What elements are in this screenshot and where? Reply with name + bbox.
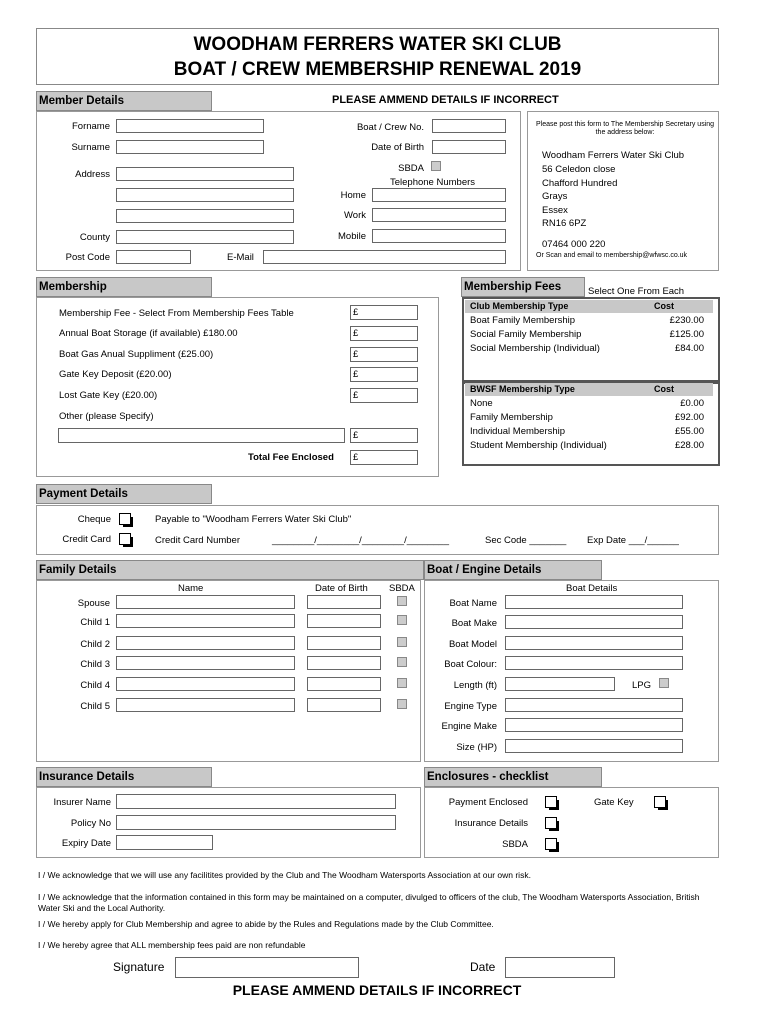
length-input[interactable] — [505, 677, 615, 691]
family-sbda-heading: SBDA — [389, 583, 415, 594]
select-one-note: Select One From Each — [588, 286, 685, 297]
spouse-sbda-checkbox[interactable] — [397, 596, 407, 606]
postcode-label: Post Code — [65, 252, 110, 263]
engine-size-input[interactable] — [505, 739, 683, 753]
boat-storage-amount[interactable]: £ — [350, 326, 418, 341]
membership-fee-label: Membership Fee - Select From Membership Fees Table — [59, 308, 294, 319]
child-4-label: Child 4 — [80, 680, 110, 691]
policy-no-input[interactable] — [116, 815, 396, 830]
amend-notice: PLEASE AMMEND DETAILS IF INCORRECT — [332, 94, 559, 106]
boat-model-input[interactable] — [505, 636, 683, 650]
boat-details-heading: Boat Details — [566, 583, 618, 594]
child-5-sbda-checkbox[interactable] — [397, 699, 407, 709]
child-3-sbda-checkbox[interactable] — [397, 657, 407, 667]
child-2-name-input[interactable] — [116, 636, 295, 650]
home-input[interactable] — [372, 188, 506, 202]
club-cost-heading: Cost — [654, 301, 674, 311]
expiry-date-input[interactable] — [116, 835, 213, 850]
engine-make-label: Engine Make — [441, 721, 497, 732]
child-1-label: Child 1 — [80, 617, 110, 628]
address-input-2[interactable] — [116, 188, 294, 202]
address-input-1[interactable] — [116, 167, 294, 181]
postal-line-6: RN16 6PZ — [542, 218, 587, 229]
boat-make-label: Boat Make — [451, 618, 497, 629]
sbda-label: SBDA — [398, 163, 424, 174]
club-type-heading: Club Membership Type — [470, 301, 569, 311]
boat-gas-label: Boat Gas Anual Suppliment (£25.00) — [59, 349, 214, 360]
boat-storage-label: Annual Boat Storage (if available) £180.00 — [59, 328, 238, 339]
forname-label: Forname — [71, 121, 110, 132]
surname-input[interactable] — [116, 140, 264, 154]
bwsf-fee-cost: £0.00 — [680, 398, 704, 409]
membership-fees-header: Membership Fees — [461, 277, 585, 297]
forname-input[interactable] — [116, 119, 264, 133]
gate-key-label: Gate Key — [594, 797, 634, 808]
sbda-enclosure-checkbox[interactable] — [545, 838, 557, 850]
child-5-label: Child 5 — [80, 701, 110, 712]
postal-phone: 07464 000 220 — [542, 239, 606, 250]
credit-card-number-field[interactable]: ________/________/________/________ — [272, 535, 449, 546]
lpg-checkbox[interactable] — [659, 678, 669, 688]
engine-type-input[interactable] — [505, 698, 683, 712]
date-label: Date — [470, 960, 496, 974]
sbda-checkbox[interactable] — [431, 161, 441, 171]
payment-enclosed-checkbox[interactable] — [545, 796, 557, 808]
child-5-name-input[interactable] — [116, 698, 295, 712]
child-2-sbda-checkbox[interactable] — [397, 637, 407, 647]
bwsf-fee-name: Individual Membership — [470, 426, 566, 437]
title-line-1: WOODHAM FERRERS WATER SKI CLUB — [193, 34, 562, 55]
payment-enclosed-label: Payment Enclosed — [448, 797, 528, 808]
work-input[interactable] — [372, 208, 506, 222]
child-1-name-input[interactable] — [116, 614, 295, 628]
postal-line-5: Essex — [542, 205, 568, 216]
declaration-rules: I / We hereby apply for Club Membership and agree to abide by the Rules and Regulations made by the Club Committee. — [38, 919, 494, 929]
title-line-2: BOAT / CREW MEMBERSHIP RENEWAL 2019 — [173, 59, 582, 80]
postal-line-1: Woodham Ferrers Water Ski Club — [542, 150, 685, 161]
child-4-name-input[interactable] — [116, 677, 295, 691]
gate-key-deposit-label: Gate Key Deposit (£20.00) — [59, 369, 172, 380]
other-amount[interactable]: £ — [350, 428, 418, 443]
gate-key-checkbox[interactable] — [654, 796, 666, 808]
signature-input[interactable] — [175, 957, 359, 978]
bwsf-cost-heading: Cost — [654, 384, 674, 394]
date-input[interactable] — [505, 957, 615, 978]
child-3-name-input[interactable] — [116, 656, 295, 670]
club-fee-cost: £84.00 — [674, 343, 704, 354]
length-label: Length (ft) — [453, 680, 497, 691]
home-label: Home — [340, 190, 366, 201]
boat-engine-header: Boat / Engine Details — [424, 560, 602, 580]
spouse-dob-input[interactable] — [307, 595, 381, 609]
post-note: Please post this form to The Membership Secretary using the address below: — [535, 121, 715, 136]
cheque-label: Cheque — [77, 514, 111, 525]
credit-card-number-label: Credit Card Number — [155, 535, 240, 546]
boat-crew-label: Boat / Crew No. — [356, 122, 424, 133]
insurer-name-label: Insurer Name — [53, 797, 111, 808]
postal-line-4: Grays — [542, 191, 568, 202]
child-3-label: Child 3 — [80, 659, 110, 670]
lpg-label: LPG — [632, 680, 652, 691]
postcode-input[interactable] — [116, 250, 191, 264]
payable-to: Payable to "Woodham Ferrers Water Ski Club" — [155, 514, 352, 525]
family-name-heading: Name — [178, 583, 204, 594]
payment-box — [36, 505, 719, 555]
insurer-name-input[interactable] — [116, 794, 396, 809]
total-fee-label: Total Fee Enclosed — [248, 452, 334, 463]
spouse-label: Spouse — [77, 598, 110, 609]
child-2-label: Child 2 — [80, 639, 110, 650]
bwsf-fee-name: None — [470, 398, 493, 409]
child-1-sbda-checkbox[interactable] — [397, 615, 407, 625]
bwsf-fee-cost: £55.00 — [674, 426, 704, 437]
declaration-data: I / We acknowledge that the information contained in this form may be maintained on a computer, divulged to officers of the club, The Woodham Watersports Association, British Water Ski and the Local Authority. — [38, 892, 700, 913]
mobile-label: Mobile — [338, 231, 366, 242]
club-fee-cost: £230.00 — [669, 315, 704, 326]
family-details-header: Family Details — [36, 560, 424, 580]
email-label: E-Mail — [227, 252, 254, 263]
address-input-3[interactable] — [116, 209, 294, 223]
other-specify-input[interactable] — [58, 428, 345, 443]
child-5-dob-input[interactable] — [307, 698, 381, 712]
enclosures-header: Enclosures - checklist — [424, 767, 602, 787]
county-label: County — [79, 232, 110, 243]
bwsf-fee-cost: £28.00 — [674, 440, 704, 451]
child-3-dob-input[interactable] — [307, 656, 381, 670]
postal-email-note: Or Scan and email to membership@wfwsc.co.uk — [536, 252, 688, 259]
declaration-refund: I / We hereby agree that ALL membership fees paid are non refundable — [38, 940, 306, 950]
dob-input[interactable] — [432, 140, 506, 154]
work-label: Work — [344, 210, 366, 221]
boat-make-input[interactable] — [505, 615, 683, 629]
dob-label: Date of Birth — [371, 142, 424, 153]
total-fee-amount[interactable]: £ — [350, 450, 418, 465]
address-label: Address — [75, 169, 110, 180]
child-1-dob-input[interactable] — [307, 614, 381, 628]
boat-gas-amount[interactable]: £ — [350, 347, 418, 362]
boat-name-input[interactable] — [505, 595, 683, 609]
expiry-date-label: Expiry Date — [61, 838, 111, 849]
boat-name-label: Boat Name — [449, 598, 497, 609]
child-4-sbda-checkbox[interactable] — [397, 678, 407, 688]
gate-key-deposit-amount[interactable]: £ — [350, 367, 418, 382]
spouse-name-input[interactable] — [116, 595, 295, 609]
county-input[interactable] — [116, 230, 294, 244]
bwsf-type-heading: BWSF Membership Type — [470, 384, 575, 394]
insurance-header: Insurance Details — [36, 767, 212, 787]
credit-card-label: Credit Card — [62, 534, 111, 545]
club-fee-name: Boat Family Membership — [470, 315, 576, 326]
other-label: Other (please Specify) — [59, 411, 154, 422]
telephone-label: Telephone Numbers — [390, 177, 476, 188]
membership-header: Membership — [36, 277, 212, 297]
postal-line-3: Chafford Hundred — [542, 178, 618, 189]
signature-label: Signature — [113, 960, 165, 974]
sbda-enclosure-label: SBDA — [502, 839, 528, 850]
bwsf-fee-cost: £92.00 — [674, 412, 704, 423]
boat-colour-input[interactable] — [505, 656, 683, 670]
email-input[interactable] — [263, 250, 506, 264]
engine-make-input[interactable] — [505, 718, 683, 732]
declaration-risk: I / We acknowledge that we will use any facilitites provided by the Club and The Woodham Watersports Association at our own risk. — [38, 870, 531, 880]
lost-gate-key-amount[interactable]: £ — [350, 388, 418, 403]
club-fee-name: Social Membership (Individual) — [470, 343, 600, 354]
payment-details-header: Payment Details — [36, 484, 212, 504]
policy-no-label: Policy No — [70, 818, 111, 829]
family-dob-heading: Date of Birth — [315, 583, 368, 594]
club-fee-cost: £125.00 — [669, 329, 704, 340]
boat-model-label: Boat Model — [448, 639, 497, 650]
mobile-input[interactable] — [372, 229, 506, 243]
engine-type-label: Engine Type — [444, 701, 497, 712]
exp-date-field[interactable]: Exp Date ___/______ — [587, 535, 679, 546]
credit-card-checkbox[interactable] — [119, 533, 131, 545]
insurance-details-label: Insurance Details — [454, 818, 528, 829]
boat-crew-input[interactable] — [432, 119, 506, 133]
club-fee-name: Social Family Membership — [470, 329, 582, 340]
bwsf-fee-name: Student Membership (Individual) — [470, 440, 607, 451]
bwsf-fee-name: Family Membership — [470, 412, 553, 423]
postal-line-2: 56 Celedon close — [542, 164, 616, 175]
cheque-checkbox[interactable] — [119, 513, 131, 525]
sec-code-field[interactable]: Sec Code _______ — [485, 535, 567, 546]
footer-amend-notice: PLEASE AMMEND DETAILS IF INCORRECT — [232, 982, 522, 998]
boat-colour-label: Boat Colour: — [444, 659, 497, 670]
lost-gate-key-label: Lost Gate Key (£20.00) — [59, 390, 158, 401]
member-details-header: Member Details — [36, 91, 212, 111]
insurance-details-checkbox[interactable] — [545, 817, 557, 829]
surname-label: Surname — [71, 142, 110, 153]
child-2-dob-input[interactable] — [307, 636, 381, 650]
membership-fee-amount[interactable]: £ — [350, 305, 418, 320]
engine-size-label: Size (HP) — [456, 742, 497, 753]
child-4-dob-input[interactable] — [307, 677, 381, 691]
